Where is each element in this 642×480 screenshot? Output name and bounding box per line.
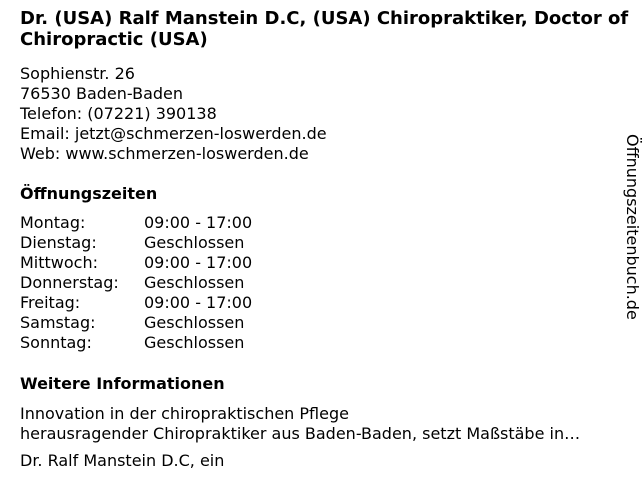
day-label: Samstag: <box>20 313 96 332</box>
day-label: Freitag: <box>20 293 81 312</box>
hours-table <box>20 213 252 353</box>
day-label: Mittwoch: <box>20 253 98 272</box>
email: Email: jetzt@schmerzen-loswerden.de <box>20 124 327 143</box>
site-watermark: Öffnungszeitenbuch.de <box>623 134 642 320</box>
business-title: Dr. (USA) Ralf Manstein D.C, (USA) Chiropraktiker, Doctor of Chiropractic (USA) <box>20 8 629 50</box>
info-line: Innovation in der chiropraktischen Pflege <box>20 404 349 423</box>
address-block <box>20 64 580 164</box>
hours-row <box>20 213 252 233</box>
day-label: Montag: <box>20 213 86 232</box>
hours-row <box>20 253 252 273</box>
phone: Telefon: (07221) 390138 <box>20 104 217 123</box>
hours-row <box>20 273 252 293</box>
website: Web: www.schmerzen-loswerden.de <box>20 144 309 163</box>
day-hours: 09:00 - 17:00 <box>144 213 253 232</box>
day-label: Dienstag: <box>20 233 97 252</box>
day-label: Donnerstag: <box>20 273 119 292</box>
day-hours: Geschlossen <box>144 233 245 252</box>
hours-row <box>20 293 252 313</box>
info-line: Dr. Ralf Manstein D.C, ein <box>20 451 225 470</box>
day-hours: 09:00 - 17:00 <box>144 253 253 272</box>
info-line: herausragender Chiropraktiker aus Baden-Baden, setzt Maßstäbe in… <box>20 424 581 443</box>
street: Sophienstr. 26 <box>20 64 135 83</box>
hours-row <box>20 233 252 253</box>
hours-row <box>20 313 252 333</box>
day-label: Sonntag: <box>20 333 92 352</box>
city: 76530 Baden-Baden <box>20 84 184 103</box>
day-hours: Geschlossen <box>144 313 245 332</box>
hours-row <box>20 333 252 353</box>
more-info-heading: Weitere Informationen <box>20 374 225 393</box>
day-hours: Geschlossen <box>144 273 245 292</box>
day-hours: Geschlossen <box>144 333 245 352</box>
hours-heading: Öffnungszeiten <box>20 184 158 203</box>
day-hours: 09:00 - 17:00 <box>144 293 253 312</box>
